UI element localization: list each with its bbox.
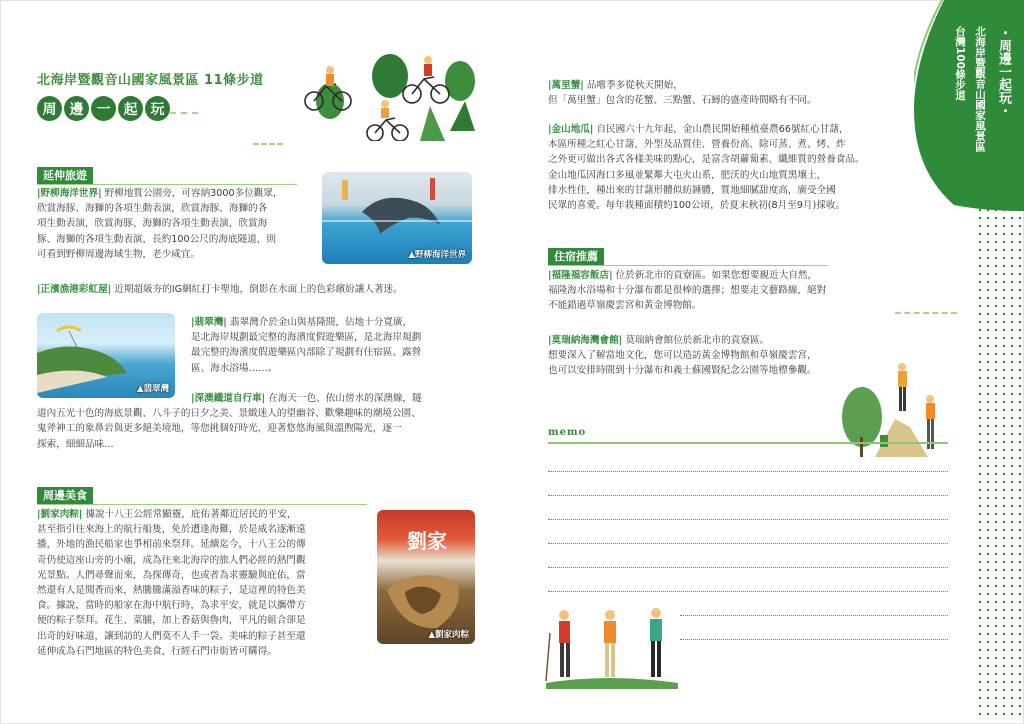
- photo-caption: ▲劉家肉粽: [428, 630, 469, 640]
- text-line: 最完整的海濱度假遊樂區內部除了規劃有住宿區、露營: [191, 347, 422, 359]
- zhengbin-paragraph: |正濱漁港彩虹屋| 近期超級夯的IG網紅打卡聖地，倒影在水面上的色彩繽紛讓人著迷。: [37, 284, 403, 295]
- hikers-on-rock-illustration: [840, 357, 950, 462]
- side-tab-subtitle: 北海岸暨觀音山國家風景區: [974, 26, 986, 152]
- text-line: 翡翠灣介於金山與基隆間，佔地十分寬廣，: [229, 317, 413, 328]
- liu-name: 劉家肉粽: [40, 509, 79, 520]
- circle-title: [37, 96, 170, 121]
- cuicui-paragraph: |翡翠灣| 翡翠灣介於金山與基隆間，佔地十分寬廣， 是北海岸規劃最完整的海濱度假遊樂區，是北海岸規劃 最完整的海濱度假遊樂區內部除了規劃有住宿區、露營 區、海水浴場……。: [191, 315, 477, 376]
- text-line: 據說十八王公經常顯靈，庇佑著鄰近居民的平安，: [85, 509, 297, 520]
- memo-line[interactable]: [680, 615, 948, 616]
- section-header-local-food: 周邊美食: [37, 487, 93, 505]
- text-line: 位於新北市的貢寮區。如果您想要親近大自然，: [615, 270, 818, 281]
- text-line: 延伸成為石門地區的特色美食，行經石門市街皆可購得。: [37, 645, 277, 657]
- dash-decoration: [253, 143, 283, 145]
- text-line: 之外更可做出各式各樣美味的點心，是富含胡蘿蔔素、纖維質的營養食品。: [548, 154, 865, 166]
- section-divider: [548, 265, 828, 266]
- text-line: 不能錯過草嶺慶雲宮和黃金博物館。: [548, 300, 702, 312]
- circle-char: 起: [118, 96, 143, 121]
- crab-paragraph: |萬里蟹| 品嚐季多從秋天開始， 但「萬里蟹」包含的花蟹、三點蟹、石蟳的盛產時間略有不同。: [548, 78, 928, 108]
- text-line: 民眾的喜愛。每年栽種面積約100公頃，於夏末秋初(8月至9月)採收。: [548, 200, 846, 212]
- memo-line[interactable]: [548, 543, 948, 544]
- text-line: 金山地瓜因海口多風並緊鄰大屯火山系，肥沃的火山地質黑壤土，: [548, 169, 827, 181]
- section-header-extended-travel: 延伸旅遊: [37, 167, 93, 185]
- text-line: 便的粽子祭拜。花生、菜脯，加上香菇與魯肉，平凡的組合卻是: [37, 615, 306, 627]
- sweet-potato-name: 金山地瓜: [551, 124, 590, 135]
- text-line: 奇仍使這座山旁的小廟，成為往來北海岸的旅人們必經的熱門觀: [37, 554, 306, 566]
- section-divider: [37, 504, 367, 505]
- marina-name: 莫瑞納海灣會館: [551, 335, 619, 346]
- text-line: 在海天一色、依山傍水的深澳線，隧: [268, 393, 422, 404]
- cuicui-photo: [37, 313, 175, 398]
- text-line: 本區所種之紅心甘藷，外型及品質佳、營養份高、除可蒸、煮、烤、炸: [548, 139, 846, 151]
- fuluo-name: 福隆福容飯店: [551, 270, 610, 281]
- photo-caption: ▲翡翠灣: [136, 384, 169, 394]
- yeliu-name: 野柳海洋世界: [40, 188, 99, 199]
- text-line: 項生動表演，欣賞海豚、海獅的各項生動表演，欣賞海: [37, 218, 268, 230]
- text-line: 野柳地質公園旁，可容納3000多位觀眾，: [104, 188, 283, 199]
- circle-char: 邊: [64, 96, 89, 121]
- text-line: 可看到野柳周邊海域生物，老少咸宜。: [37, 248, 201, 260]
- text-line: 甚至指引往來海上的航行船隻，免於遭逢海難，於是威名逐漸遠: [37, 524, 306, 536]
- text-line: 自民國六十九年起，金山農民開始種植臺農66號紅心甘藷，: [596, 124, 849, 135]
- text-line: 區、海水浴場……。: [191, 362, 278, 374]
- marina-paragraph: |莫瑞納海灣會館| 莫瑞納會館位於新北市的貢寮區。 想要深入了解當地文化，您可以造訪黃金博物館和草嶺慶雲宮， 也可以安排時間到十分瀑布和義士蘇國賢紀念公園等地標參觀。: [548, 333, 908, 379]
- zhengbin-name: 正濱漁港彩虹屋: [40, 284, 108, 295]
- text-line: 也可以安排時間到十分瀑布和義士蘇國賢紀念公園等地標參觀。: [548, 365, 817, 377]
- shenao-paragraph: |深澳鐵道自行車| 在海天一色、依山傍水的深澳線，隧 道內五光十色的海底景觀、八斗子的日夕之美、景緻迷人的望幽谷、歡樂趣味的潮境公園、 鬼斧神工的象鼻岩與更多絕美境地，等您挑個好時光，迎著悠悠海風與溫煦陽光，逐一 探索，細細品味…: [37, 391, 482, 452]
- yeliu-photo: [322, 172, 472, 264]
- memo-line[interactable]: [548, 471, 948, 472]
- circle-char: 玩: [145, 96, 170, 121]
- yeliu-paragraph: |野柳海洋世界| 野柳地質公園旁，可容納3000多位觀眾， 欣賞海豚、海獅的各項生動表演，欣賞海豚、海獅的各 項生動表演，欣賞海豚、海獅的各項生動表演，欣賞海 豚、海獅的各項生動表演，長約100公尺的海底隧道，則 可看到野柳周邊海域生物，老少咸宜。: [37, 186, 320, 262]
- text-line: 探索，細細品味…: [37, 438, 114, 450]
- text-line: 鬼斧神工的象鼻岩與更多絕美境地，等您挑個好時光，迎著悠悠海風與溫煦陽光，逐一: [37, 423, 402, 435]
- shenao-name: 深澳鐵道自行車: [194, 393, 262, 404]
- side-tab-series: 台灣100條步道: [954, 26, 966, 101]
- text-line: 想要深入了解當地文化，您可以造訪黃金博物館和草嶺慶雲宮，: [548, 350, 817, 362]
- cuicui-name: 翡翠灣: [194, 317, 224, 328]
- dot-pattern: [976, 198, 1022, 720]
- memo-head-line: [548, 442, 948, 444]
- cyclists-illustration: [300, 46, 480, 141]
- memo-line[interactable]: [548, 567, 948, 568]
- text-line: 近期超級夯的IG網紅打卡聖地，倒影在水面上的色彩繽紛讓人著迷。: [114, 284, 403, 295]
- text-line: 品嚐季多從秋天開始，: [586, 80, 683, 91]
- dash-decoration: [170, 112, 198, 114]
- text-line: 是北海岸規劃最完整的海濱度假遊樂區，是北海岸規劃: [191, 332, 422, 344]
- liu-photo: [377, 510, 475, 644]
- page-title: 北海岸暨觀音山國家風景區 11條步道: [37, 73, 264, 88]
- text-line: 排水性佳，種出來的甘藷形體似紡錘體，質地細膩甜度高，廣受全國: [548, 184, 836, 196]
- fuluo-paragraph: |福隆福容飯店| 位於新北市的貢寮區。如果您想要親近大自然， 福隆海水浴場和十分瀑布都是很棒的選擇；想要走文藝路線，絕對 不能錯過草嶺慶雲宮和黃金博物館。: [548, 268, 908, 314]
- section-divider: [37, 184, 297, 185]
- text-line: 出奇的好味道，讓到訪的人們莫不人手一袋。美味的粽子甚至還: [37, 630, 306, 642]
- text-line: 光景點。人們尋聲而來，為探傳奇，也或者為求靈驗與庇佑，當: [37, 569, 306, 581]
- photo-caption: ▲野柳海洋世界: [408, 250, 466, 260]
- memo-label: memo: [548, 427, 587, 438]
- text-line: 食。據說，當時的船家在海中航行時，為求平安，就是以攜帶方: [37, 600, 306, 612]
- sweet-potato-paragraph: |金山地瓜| 自民國六十九年起，金山農民開始種植臺農66號紅心甘藷， 本區所種之紅心甘藷，外型及品質佳、營養份高、除可蒸、煮、烤、炸 之外更可做出各式各樣美味的點心，是富含胡蘿蔔素、纖維質的營養食品。 金山地瓜因海口多風並緊鄰大屯火山系，肥沃的火山地質黑壤土， 排水性佳，種出來的甘藷形體似紡錘體，質地細膩甜度高，廣受全國 民眾的喜愛。每年栽種面積約100公頃，於夏末秋初(8月至9月)採收。: [548, 122, 928, 213]
- memo-line[interactable]: [548, 495, 948, 496]
- text-line: 道內五光十色的海底景觀、八斗子的日夕之美、景緻迷人的望幽谷、歡樂趣味的潮境公園、: [37, 408, 421, 420]
- text-line: 豚、海獅的各項生動表演，長約100公尺的海底隧道，則: [37, 233, 276, 245]
- text-line: 然還有人是聞香而來，熱騰騰滿溢香味的粽子，是這裡的特色美: [37, 585, 306, 597]
- memo-line[interactable]: [680, 639, 948, 640]
- text-line: 欣賞海豚、海獅的各項生動表演，欣賞海豚、海獅的各: [37, 203, 268, 215]
- section-header-lodging: 住宿推薦: [548, 248, 604, 266]
- circle-char: 周: [37, 96, 62, 121]
- text-line: 莫瑞納會館位於新北市的貢寮區。: [625, 335, 770, 346]
- text-line: 但「萬里蟹」包含的花蟹、三點蟹、石蟳的盛產時間略有不同。: [548, 95, 817, 107]
- liu-paragraph: |劉家肉粽| 據說十八王公經常顯靈，庇佑著鄰近居民的平安， 甚至指引往來海上的航行船隻，免於遭逢海難，於是威名逐漸遠 播，外地的漁民船家也爭相前來祭拜。延續迄今，十八王公的傳 奇仍使這座山旁的小廟，成為往來北海岸的旅人們必經的熱門觀 光景點。人們尋聲而來，為探傳奇，也或者為求靈驗與庇佑，當 然還有人是聞香而來，熱騰騰滿溢香味的粽子，是這裡的特色美 食。據說，當時的船家在海中航行時，為求平安，就是以攜帶方 便的粽子祭拜。花生、菜脯，加上香菇與魯肉，平凡的組合卻是 出奇的好味道，讓到訪的人們莫不人手一袋。美味的粽子甚至還 延伸成為石門地區的特色美食，行經石門市街皆可購得。: [37, 507, 370, 659]
- walking-hikers-illustration: [538, 603, 688, 693]
- memo-line[interactable]: [548, 519, 948, 520]
- zongzi-image: [377, 510, 475, 644]
- circle-char: 一: [91, 96, 116, 121]
- shop-sign-text: 劉家: [407, 529, 447, 553]
- text-line: 播，外地的漁民船家也爭相前來祭拜。延續迄今，十八王公的傳: [37, 539, 306, 551]
- crab-name: 萬里蟹: [551, 80, 581, 91]
- memo-line[interactable]: [548, 591, 948, 592]
- text-line: 福隆海水浴場和十分瀑布都是很棒的選擇；想要走文藝路線，絕對: [548, 285, 827, 297]
- side-tab-heading: ・周邊一起玩・: [996, 26, 1011, 117]
